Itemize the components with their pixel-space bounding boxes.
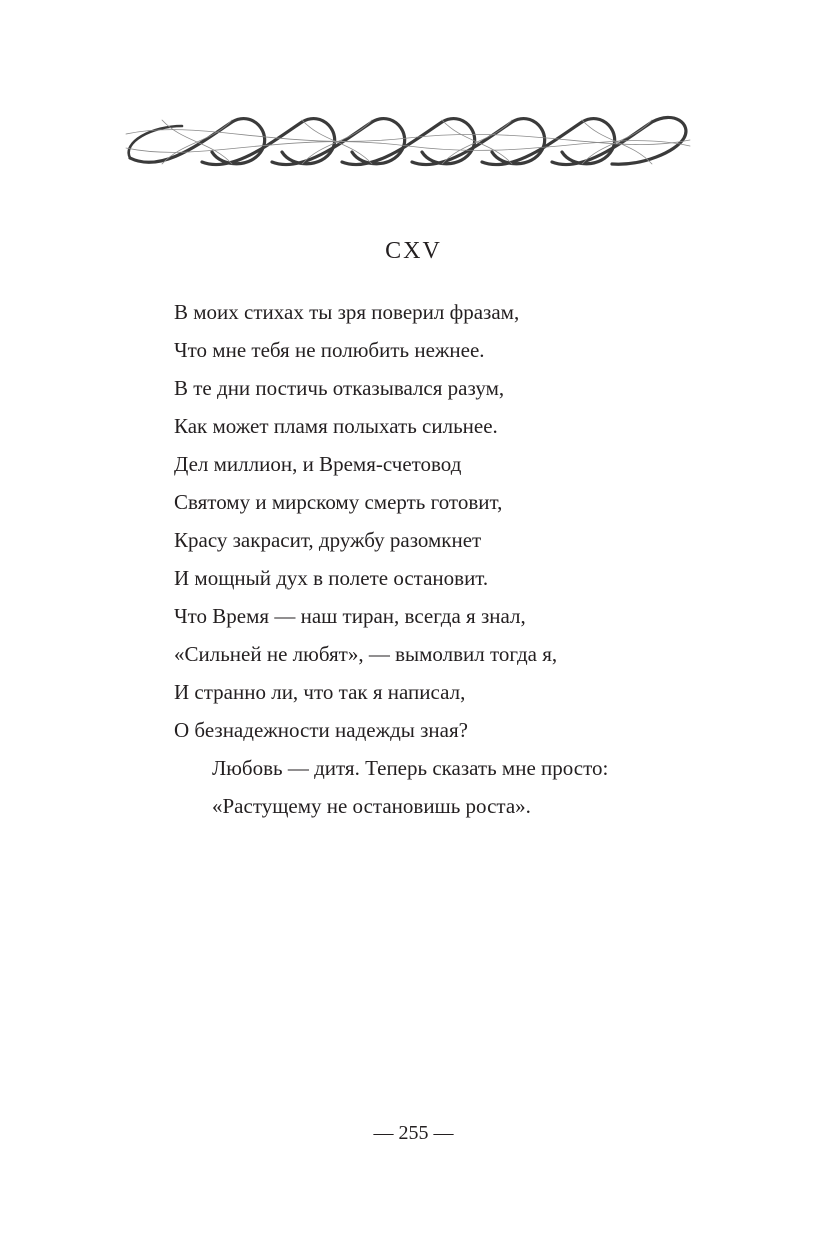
verse-line: Красу закрасит, дружбу разомкнет	[174, 528, 482, 552]
verse-line: Как может пламя полыхать сильнее.	[174, 414, 498, 438]
verse-line: «Сильней не любят», — вымолвил тогда я,	[174, 642, 558, 666]
couplet-line: Любовь — дитя. Теперь сказать мне просто:	[212, 756, 609, 780]
verse-line: Святому и мирскому смерть готовит,	[174, 490, 503, 514]
verse-line: Дел миллион, и Время-счетовод	[174, 452, 462, 476]
couplet-line: «Растущему не остановишь роста».	[212, 794, 531, 818]
verse-line: И странно ли, что так я написал,	[174, 680, 466, 704]
verse-line: В моих стихах ты зря поверил фразам,	[174, 300, 520, 324]
page-number: — 255 —	[373, 1122, 454, 1144]
verse-line: О безнадежности надежды зная?	[174, 718, 468, 742]
sonnet-number: CXV	[385, 238, 442, 264]
verse-line: Что Время — наш тиран, всегда я знал,	[174, 604, 526, 628]
poem-body	[174, 293, 694, 825]
verse-line: И мощный дух в полете остановит.	[174, 566, 489, 590]
decorative-flourish-icon	[122, 112, 694, 174]
verse-line: В те дни постичь отказывался разум,	[174, 376, 505, 400]
verse-line: Что мне тебя не полюбить нежнее.	[174, 338, 485, 362]
